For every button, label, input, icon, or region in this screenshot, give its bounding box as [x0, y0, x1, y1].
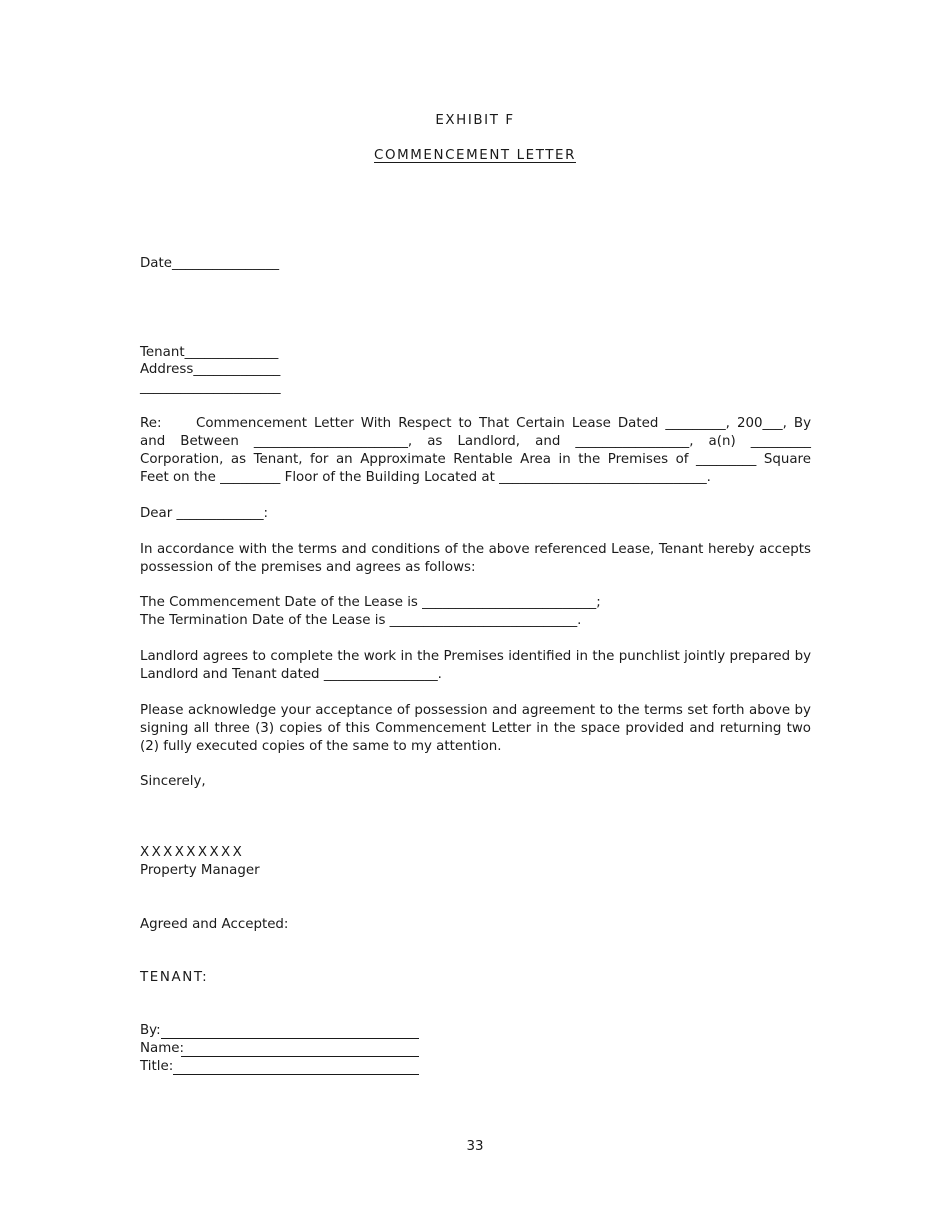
salutation: Dear _____________: [140, 506, 269, 521]
signatory-title: Property Manager [140, 863, 260, 878]
re-line-1: Re: Commencement Letter With Respect to That Certain Lease Dated _________, 200___, By [140, 416, 811, 431]
address-line-2: _____________________ [140, 380, 281, 395]
signature-by-label: By: [140, 1023, 161, 1038]
re-block [140, 415, 811, 487]
paragraph-accordance: In accordance with the terms and conditions of the above referenced Lease, Tenant hereby accepts possession of the premises and agrees as follows: [140, 542, 811, 575]
termination-date-line: The Termination Date of the Lease is ____________________________. [140, 613, 582, 628]
commencement-date-line: The Commencement Date of the Lease is __________________________; [140, 595, 601, 610]
document-title: COMMENCEMENT LETTER [374, 148, 576, 163]
signature-name-label: Name: [140, 1041, 185, 1056]
re-label: Re: [140, 416, 162, 431]
title-wrapper [0, 147, 950, 165]
exhibit-heading: EXHIBIT F [435, 113, 515, 128]
tenant-label: TENANT: [140, 970, 209, 985]
signatory-name: XXXXXXXXX [140, 845, 245, 860]
signature-name-row [140, 1040, 184, 1058]
signature-by-line[interactable] [161, 1038, 419, 1039]
paragraph-acknowledge: Please acknowledge your acceptance of possession and agreement to the terms set forth above by signing all three (3) copies of this Commencement Letter in the space provided and returning two (2) fully executed copies of the same to my attention. [140, 703, 811, 754]
agreed-accepted: Agreed and Accepted: [140, 917, 289, 932]
re-line-2: and Between _______________________, as Landlord, and _________________, a(n) _________ [140, 434, 811, 449]
signature-title-label: Title: [140, 1059, 174, 1074]
signature-title-line[interactable] [173, 1074, 419, 1075]
page-number: 33 [466, 1139, 484, 1154]
re-line-3: Corporation, as Tenant, for an Approximate Rentable Area in the Premises of _________ Square [140, 452, 811, 467]
signature-name-line[interactable] [181, 1056, 419, 1057]
signature-by-row [140, 1022, 161, 1040]
signature-title-row [140, 1058, 173, 1076]
re-line-4: Feet on the _________ Floor of the Building Located at _______________________________. [140, 470, 711, 485]
date-line: Date________________ [140, 256, 280, 271]
paragraph-landlord: Landlord agrees to complete the work in the Premises identified in the punchlist jointly prepared by Landlord and Tenant dated _________________. [140, 649, 811, 682]
closing: Sincerely, [140, 774, 206, 789]
tenant-line: Tenant______________ [140, 345, 279, 360]
address-line: Address_____________ [140, 362, 281, 377]
